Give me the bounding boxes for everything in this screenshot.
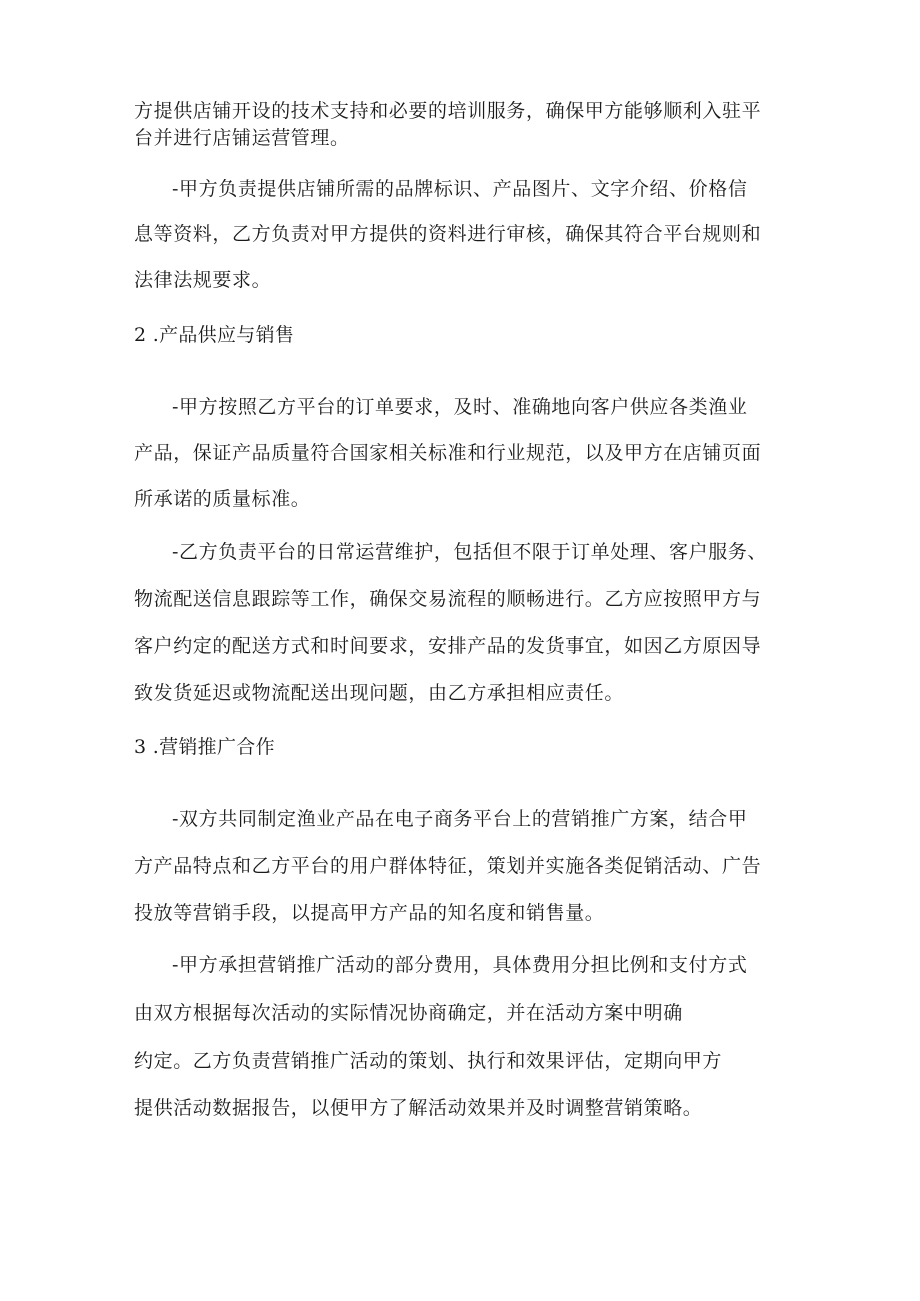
paragraph-line: 台并进行店铺运营管理。 [134, 127, 350, 149]
paragraph-line: 约定。乙方负责营销推广活动的策划、执行和效果评估，定期向甲方 [134, 1050, 723, 1072]
paragraph-line: -乙方负责平台的日常运营维护，包括但不限于订单处理、客户服务、 [172, 541, 768, 563]
section-heading: 3 .营销推广合作 [134, 736, 275, 758]
paragraph-line: 息等资料，乙方负责对甲方提供的资料进行审核，确保其符合平台规则和 [134, 223, 762, 245]
paragraph-line: 投放等营销手段，以提高甲方产品的知名度和销售量。 [134, 902, 605, 924]
paragraph-line: -甲方负责提供店铺所需的品牌标识、产品图片、文字介绍、价格信 [172, 178, 748, 200]
paragraph-line: 物流配送信息跟踪等工作，确保交易流程的顺畅进行。乙方应按照甲方与 [134, 588, 762, 610]
paragraph-line: 所承诺的质量标准。 [134, 488, 311, 510]
paragraph-line: 方产品特点和乙方平台的用户群体特征，策划并实施各类促销活动、广告 [134, 855, 762, 877]
paragraph-line: 提供活动数据报告，以便甲方了解活动效果并及时调整营销策略。 [134, 1097, 703, 1119]
paragraph-line: 致发货延迟或物流配送出现问题，由乙方承担相应责任。 [134, 682, 625, 704]
paragraph-line: -双方共同制定渔业产品在电子商务平台上的营销推广方案，结合甲 [172, 808, 748, 830]
paragraph-line: -甲方按照乙方平台的订单要求，及时、准确地向客户供应各类渔业 [172, 396, 748, 418]
paragraph-line: 法律法规要求。 [134, 269, 272, 291]
paragraph-line: 客户约定的配送方式和时间要求，安排产品的发货事宜，如因乙方原因导 [134, 635, 762, 657]
paragraph-line: 由双方根据每次活动的实际情况协商确定，并在活动方案中明确 [134, 1002, 683, 1024]
section-heading: 2 .产品供应与销售 [134, 324, 295, 346]
paragraph-line: 产品，保证产品质量符合国家相关标准和行业规范，以及甲方在店铺页面 [134, 442, 762, 464]
paragraph-line: -甲方承担营销推广活动的部分费用，具体费用分担比例和支付方式 [172, 954, 748, 976]
paragraph-line: 方提供店铺开设的技术支持和必要的培训服务，确保甲方能够顺利入驻平 [134, 100, 762, 122]
